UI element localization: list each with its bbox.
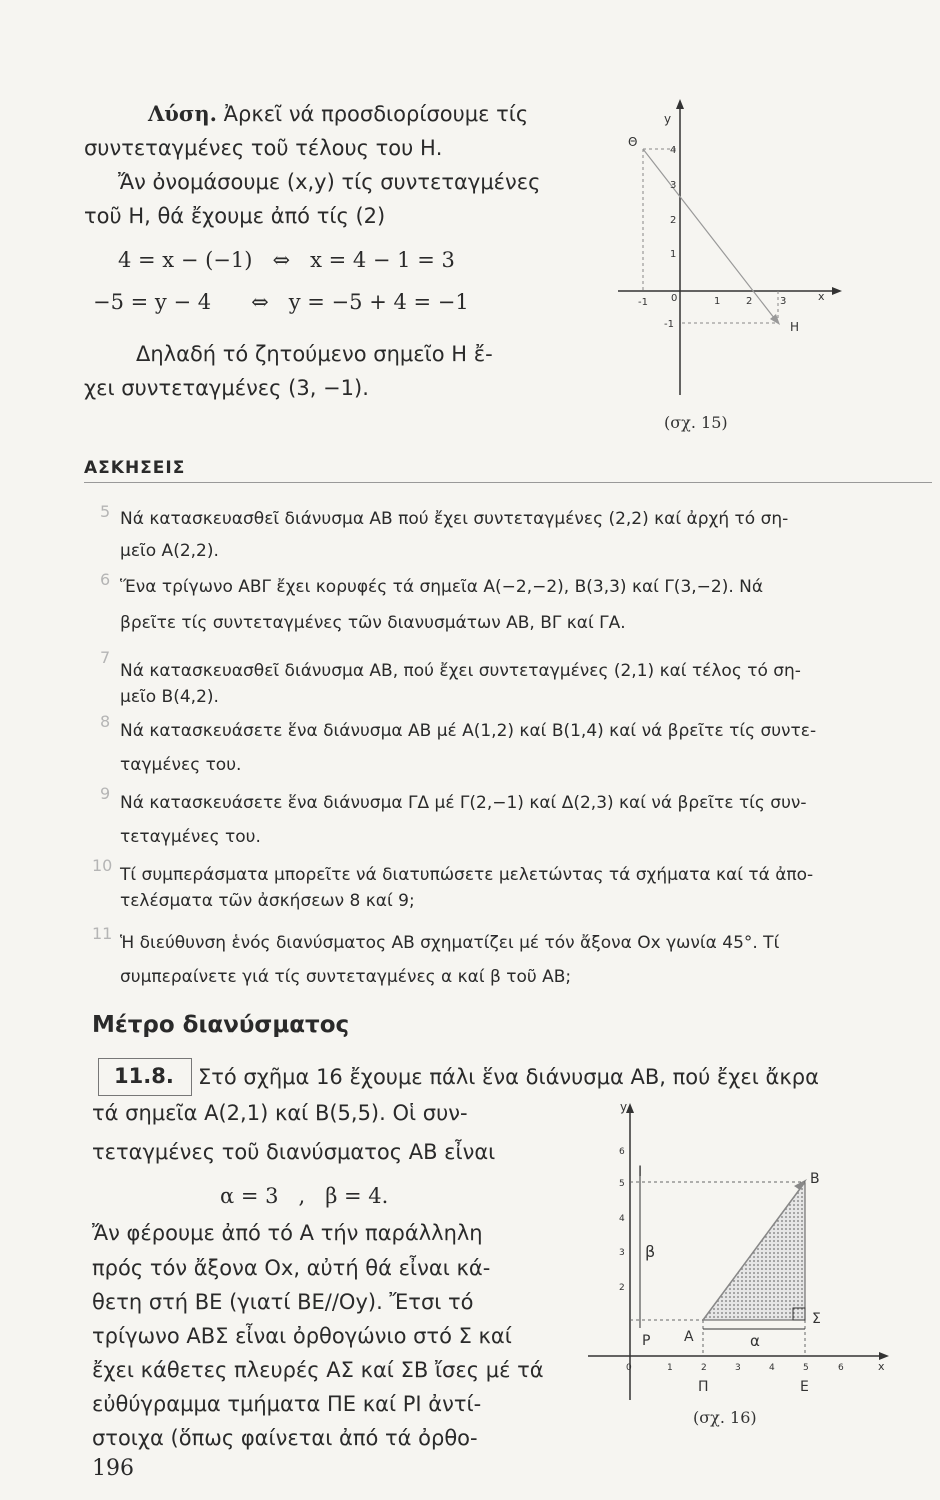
exercise-text: Νά κατασκευάσετε ἕνα διάνυσμα AB μέ Α(1,2) καί Β(1,4) καί νά βρεῖτε τίς συντε- xyxy=(120,721,817,741)
section-title: Μέτρο διανύσματος xyxy=(92,1012,350,1038)
fig15-vector xyxy=(643,149,778,323)
fig16-x-label: x xyxy=(878,1360,885,1373)
fig16-xtick-4: 4 xyxy=(769,1363,775,1373)
fig16-label-pi: Π xyxy=(698,1379,709,1395)
solution-heading: Λύση. xyxy=(148,101,217,126)
fig15-ytick-1: 1 xyxy=(670,249,677,260)
exercise-number: 7 xyxy=(100,648,111,667)
equation-2: −5 = y − 4 ⇔ y = −5 + 4 = −1 xyxy=(93,290,469,314)
exercise-text: μεῖο Β(4,2). xyxy=(120,687,219,707)
fig16-ytick-5: 5 xyxy=(619,1179,625,1189)
fig16-xtick-2: 2 xyxy=(701,1363,707,1373)
exercise-text: Ἡ διεύθυνση ἑνός διανύσματος AB σχηματίζει μέ τόν ἄξονα Ox γωνία 45°. Τί xyxy=(120,933,780,953)
fig15-ytick-4: 4 xyxy=(670,145,677,156)
solution-line-1 xyxy=(148,97,528,131)
sec118-line-3: τεταγμένες τοῦ διανύσματος AB εἶναι xyxy=(92,1140,496,1164)
figure-16 xyxy=(580,1095,910,1440)
sec118-line-5: πρός τόν ἄξονα Ox, αὐτή θά εἶναι κά- xyxy=(92,1256,491,1280)
fig16-xtick-0: 0 xyxy=(626,1363,632,1373)
solution-line-6: χει συντεταγμένες (3, −1). xyxy=(84,376,369,400)
section-label: 11.8. xyxy=(114,1064,174,1088)
exercise-number: 5 xyxy=(100,502,111,521)
fig15-h-label: Η xyxy=(790,320,800,334)
fig15-y-label: y xyxy=(664,112,672,126)
exercise-number: 10 xyxy=(92,856,113,875)
fig15-xtick-1: 1 xyxy=(714,296,721,307)
fig16-label-e: Ε xyxy=(800,1379,809,1395)
solution-line-4: τοῦ Η, θά ἔχουμε ἀπό τίς (2) xyxy=(84,204,386,228)
exercise-text: μεῖο Α(2,2). xyxy=(120,541,219,561)
fig15-ytick--1: -1 xyxy=(664,319,674,330)
exercise-text: τεταγμένες του. xyxy=(120,827,261,847)
fig15-xtick--1: -1 xyxy=(638,297,648,308)
exercise-text: βρεῖτε τίς συντεταγμένες τῶν διανυσμάτων AB, ΒΓ καί ΓΑ. xyxy=(120,613,626,633)
fig16-caption: (σχ. 16) xyxy=(693,1408,757,1427)
fig16-ytick-3: 3 xyxy=(619,1248,625,1258)
fig16-label-beta: β xyxy=(645,1242,656,1261)
fig16-label-sigma: Σ xyxy=(812,1311,821,1327)
solution-line-5: Δηλαδή τό ζητούμενο σημεῖο Η ἔ- xyxy=(136,342,493,366)
exercise-text: Νά κατασκευασθεῖ διάνυσμα AB, πού ἔχει συντεταγμένες (2,1) καί τέλος τό ση- xyxy=(120,661,801,681)
exercise-number: 6 xyxy=(100,570,111,589)
exercise-text: Νά κατασκευάσετε ἕνα διάνυσμα ΓΔ μέ Γ(2,−1) καί Δ(2,3) καί νά βρεῖτε τίς συν- xyxy=(120,793,807,813)
fig16-ytick-6: 6 xyxy=(619,1147,625,1157)
fig16-ytick-2: 2 xyxy=(619,1283,625,1293)
exercise-text: Ἕνα τρίγωνο ΑΒΓ ἔχει κορυφές τά σημεῖα Α(−2,−2), Β(3,3) καί Γ(3,−2). Νά xyxy=(120,577,764,597)
fig16-xtick-3: 3 xyxy=(735,1363,741,1373)
exercises-title: ΑΣΚΗΣΕΙΣ xyxy=(84,458,186,478)
fig16-ytick-4: 4 xyxy=(619,1214,625,1224)
fig16-xtick-5: 5 xyxy=(803,1363,809,1373)
sec118-line-4: Ἄν φέρουμε ἀπό τό Α τήν παράλληλη xyxy=(92,1221,483,1245)
fig16-label-a: A xyxy=(684,1329,694,1345)
exercise-text: Νά κατασκευασθεῖ διάνυσμα AB πού ἔχει συντεταγμένες (2,2) καί ἀρχή τό ση- xyxy=(120,509,789,529)
sec118-equation: α = 3 , β = 4. xyxy=(220,1184,389,1208)
fig16-xtick-1: 1 xyxy=(667,1363,673,1373)
fig15-xtick-3: 3 xyxy=(780,296,787,307)
sec118-line-1: Στό σχῆμα 16 ἔχουμε πάλι ἕνα διάνυσμα AB, πού ἔχει ἄκρα xyxy=(198,1065,819,1089)
exercises-divider xyxy=(84,482,932,483)
exercise-text: ταγμένες του. xyxy=(120,755,242,775)
fig16-x-arrow xyxy=(879,1352,889,1360)
equation-1: 4 = x − (−1) ⇔ x = 4 − 1 = 3 xyxy=(118,248,455,272)
exercise-number: 11 xyxy=(92,924,113,943)
solution-line-3: Ἄν ὀνομάσουμε (x,y) τίς συντεταγμένες xyxy=(118,170,541,194)
exercise-text: Τί συμπεράσματα μπορεῖτε νά διατυπώσετε μελετώντας τά σχήματα καί τά ἀπο- xyxy=(120,865,814,885)
fig15-y-arrow xyxy=(676,99,684,109)
solution-text-1: Ἀρκεῖ νά προσδιορίσουμε τίς xyxy=(223,102,529,126)
fig16-y-label: y xyxy=(620,1100,628,1114)
fig15-ytick-2: 2 xyxy=(670,215,677,226)
fig16-label-alpha: α xyxy=(750,1332,760,1350)
fig15-x-label: x xyxy=(818,290,825,303)
fig16-label-i: I xyxy=(638,1164,643,1180)
fig15-ytick-3: 3 xyxy=(670,180,677,191)
fig15-xtick-0: 0 xyxy=(671,293,678,304)
exercise-text: συμπεραίνετε γιά τίς συντεταγμένες α καί β τοῦ AB; xyxy=(120,967,572,987)
sec118-line-2: τά σημεῖα Α(2,1) καί Β(5,5). Οἱ συν- xyxy=(92,1101,468,1125)
exercise-text: τελέσματα τῶν ἀσκήσεων 8 καί 9; xyxy=(120,891,415,911)
figure-15 xyxy=(600,95,860,445)
page-number: 196 xyxy=(92,1456,134,1481)
fig15-caption: (σχ. 15) xyxy=(664,413,728,432)
fig15-xtick-2: 2 xyxy=(746,296,753,307)
solution-line-2: συντεταγμένες τοῦ τέλους του Η. xyxy=(84,136,443,160)
sec118-line-7: τρίγωνο ΑΒΣ εἶναι ὀρθογώνιο στό Σ καί xyxy=(92,1324,512,1348)
fig15-x-arrow xyxy=(832,287,842,295)
fig15-theta-label: Θ xyxy=(628,135,638,149)
sec118-line-10: στοιχα (ὅπως φαίνεται ἀπό τά ὀρθο- xyxy=(92,1426,478,1450)
fig16-label-b: B xyxy=(810,1171,820,1187)
fig16-xtick-6: 6 xyxy=(838,1363,844,1373)
exercise-number: 8 xyxy=(100,712,111,731)
exercise-number: 9 xyxy=(100,784,111,803)
sec118-line-6: θετη στή ΒΕ (γιατί ΒΕ//Oy). Ἔτσι τό xyxy=(92,1290,474,1314)
fig16-label-p: P xyxy=(642,1333,651,1349)
sec118-line-9: εὐθύγραμμα τμήματα ΠΕ καί ΡΙ ἀντί- xyxy=(92,1392,482,1416)
sec118-line-8: ἔχει κάθετες πλευρές ΑΣ καί ΣΒ ἴσες μέ τά xyxy=(92,1358,544,1382)
fig16-y-arrow xyxy=(626,1103,634,1113)
